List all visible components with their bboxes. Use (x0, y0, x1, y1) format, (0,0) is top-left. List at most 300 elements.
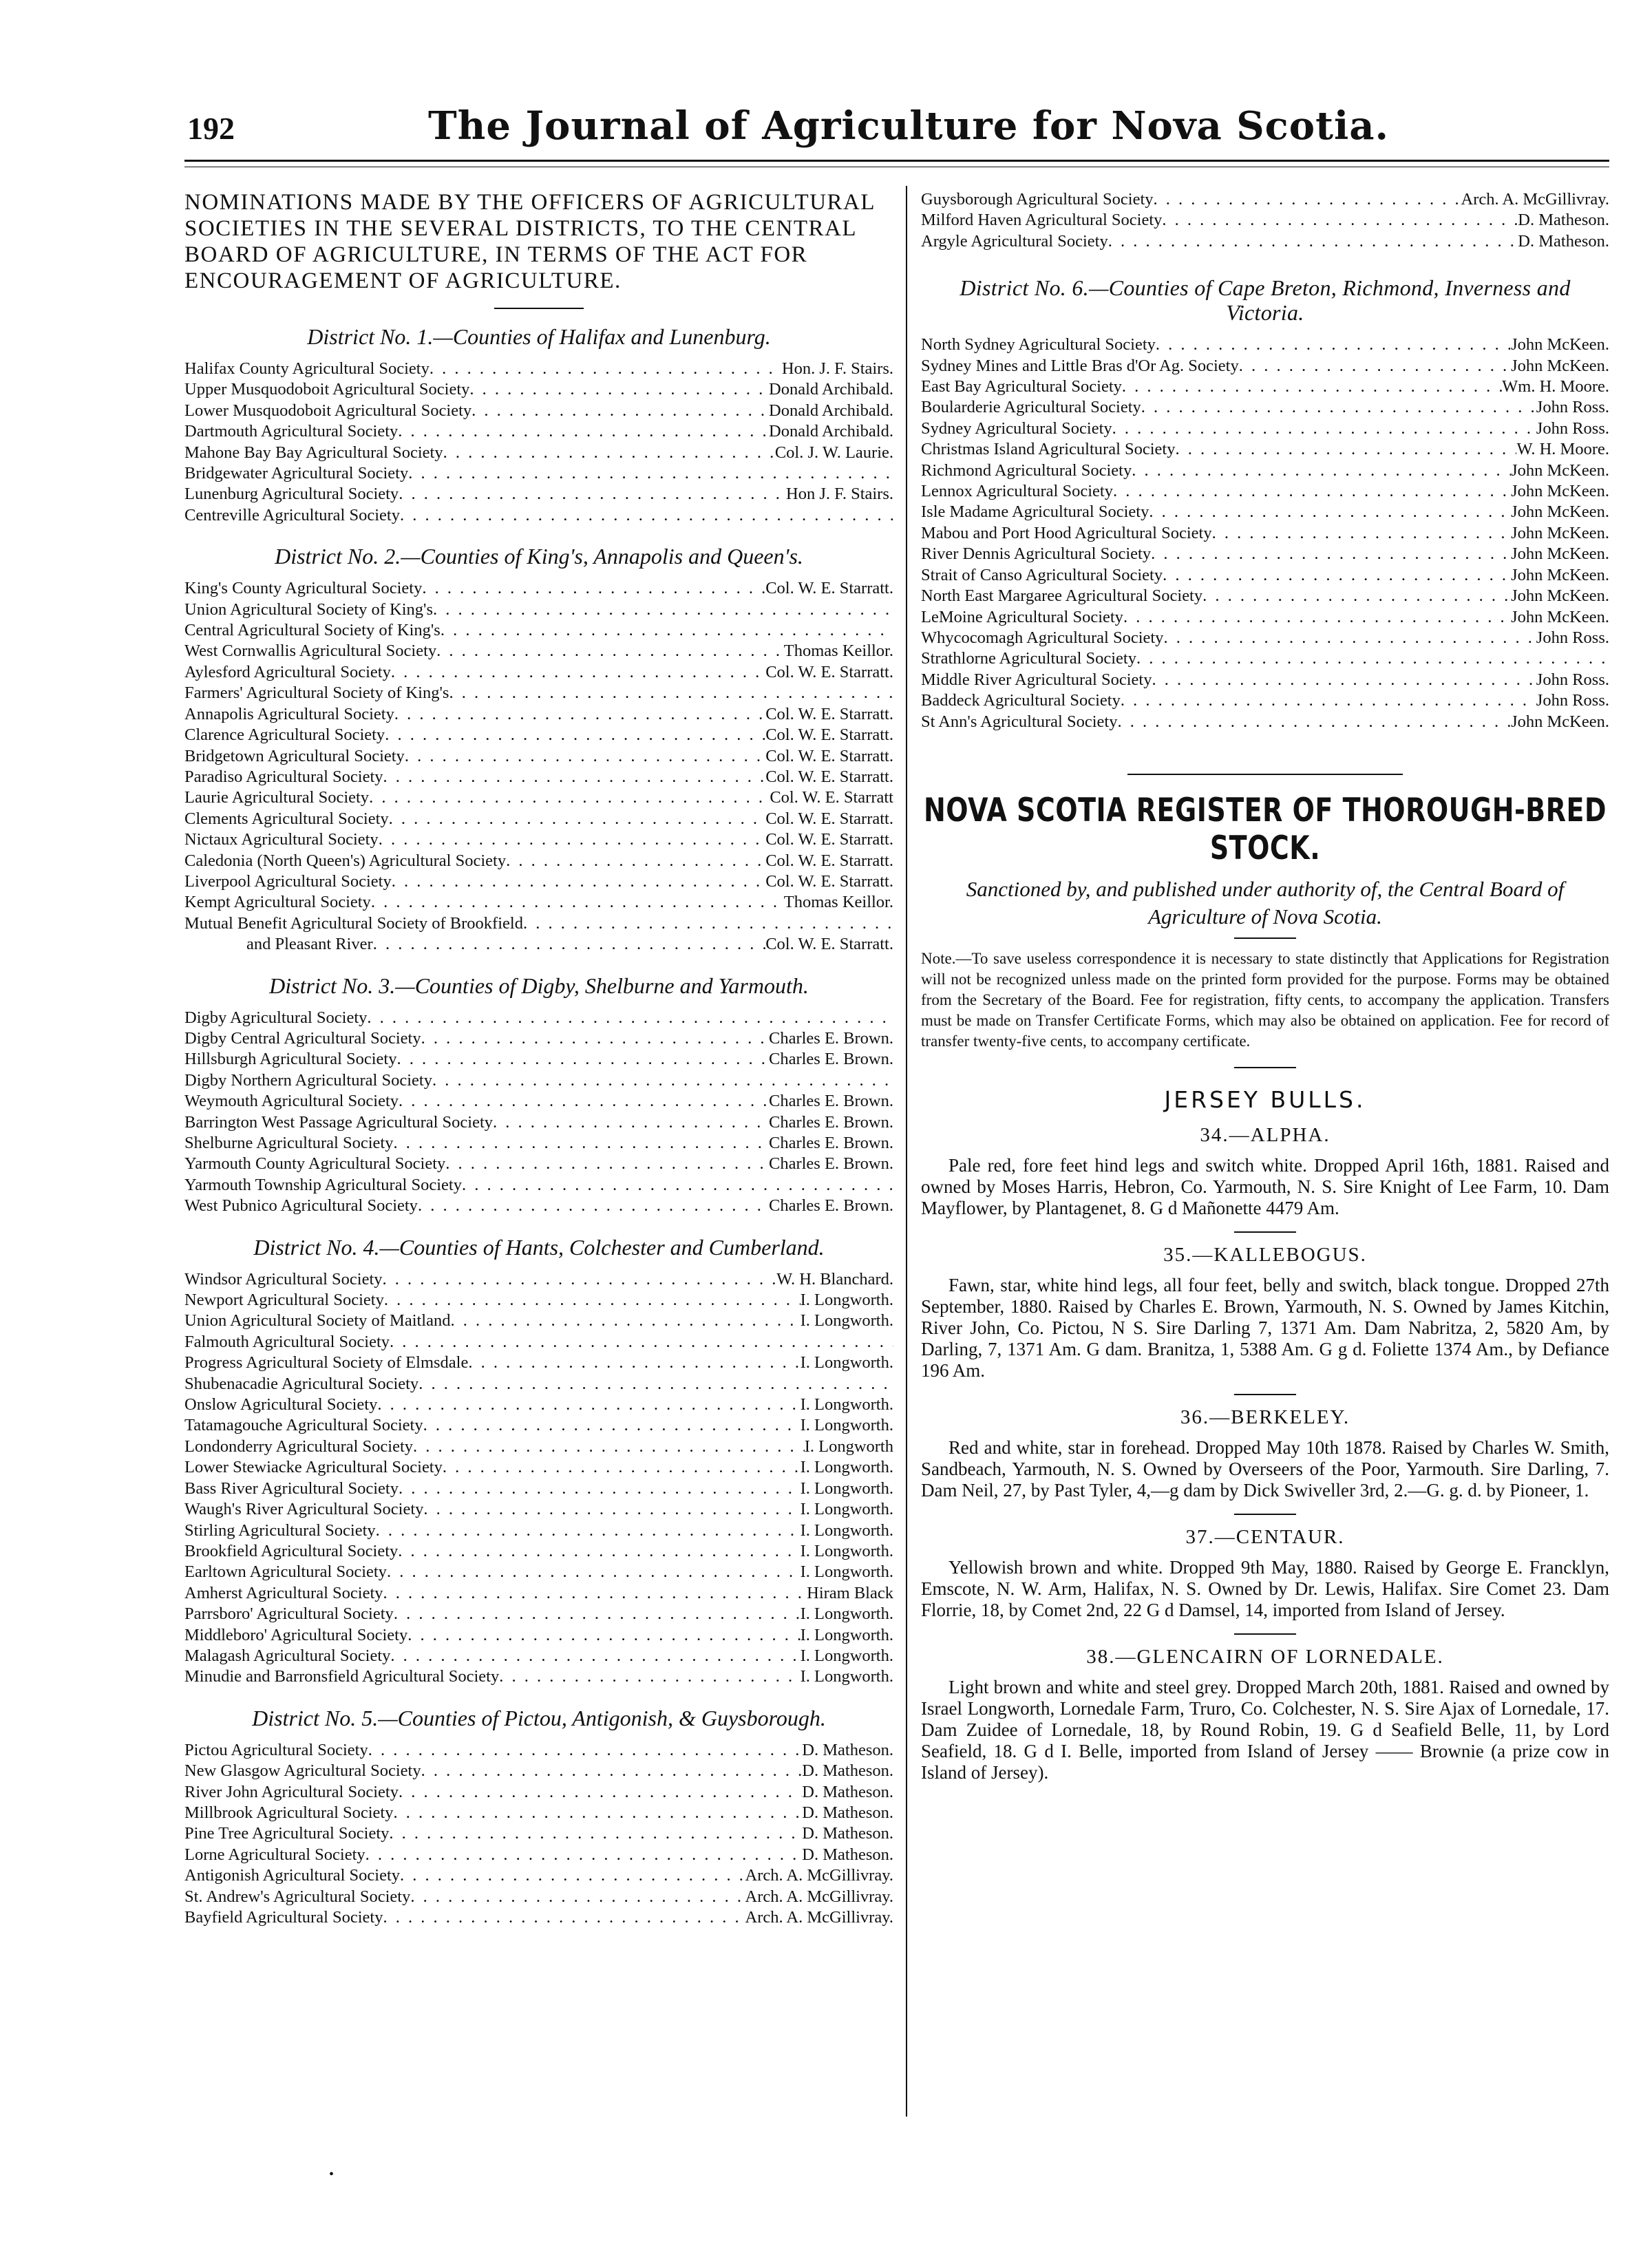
nominee-name: Charles E. Brown. (769, 1134, 893, 1152)
society-name: Bridgetown Agricultural Society (184, 746, 405, 765)
district-heading: District No. 5.—Counties of Pictou, Antigonish, & Guysborough. (252, 1705, 826, 1730)
nominee-name: D. Matheson. (802, 1782, 893, 1801)
society-entry (184, 829, 893, 850)
society-entry (184, 1353, 893, 1373)
society-name: Shubenacadie Agricultural Society (184, 1374, 419, 1393)
nominee-name: Col. W. E. Starratt. (765, 830, 893, 849)
nominee-name: D. Matheson. (802, 1803, 893, 1822)
nominee-name: Arch. A. McGillivray. (1461, 190, 1609, 209)
leader-dots (1212, 523, 1512, 544)
left-column (184, 189, 893, 1928)
leader-dots (407, 1625, 800, 1646)
society-name: Richmond Agricultural Society (921, 460, 1132, 480)
society-entry (184, 484, 893, 505)
society-name: Waugh's River Agricultural Society (184, 1500, 424, 1519)
leader-dots (1141, 397, 1536, 418)
nominee-name: D. Matheson. (1518, 231, 1609, 251)
society-entry (184, 379, 893, 400)
register-note: Note.—To save useless correspondence it is necessary to state distinctly that Applications for Registration will not be recognized unless made on the printed form provided for the purpose. Forms may be obtained from the Secretary of the Board. Fee for registration, fifty cents, to accompany the application. Transfers must be made on Transfer Certificate Forms, which may also be obtained on application. Fee for record of transfer twenty-five cents, to accompany certificate. (921, 949, 1609, 1050)
nominations-heading: NOMINATIONS MADE BY THE OFFICERS OF AGRICULTURAL SOCIETIES IN THE SEVERAL DISTRICTS, TO THE CENTRAL BOARD OF AGRICULTURE, IN TERMS OF THE ACT FOR ENCOURAGEMENT OF AGRICULTURE. (184, 190, 875, 293)
right-column (921, 189, 1609, 1783)
leader-dots (413, 1437, 805, 1457)
society-name: North Sydney Agricultural Society (921, 335, 1156, 354)
nominee-name: I. Longworth. (800, 1604, 893, 1624)
leader-dots (1163, 628, 1536, 648)
society-name: Digby Central Agricultural Society (184, 1028, 421, 1048)
society-entry (184, 1562, 893, 1582)
leader-dots (397, 1049, 770, 1070)
nominee-name: John McKeen. (1511, 586, 1609, 606)
society-entry (184, 1782, 893, 1803)
society-name: Yarmouth County Agricultural Society (184, 1154, 446, 1174)
society-name: Millbrook Agricultural Society (184, 1803, 394, 1822)
society-entry (921, 690, 1609, 711)
society-name: Weymouth Agricultural Society (184, 1092, 399, 1111)
district-heading: District No. 3.—Counties of Digby, Shelburne and Yarmouth. (269, 973, 809, 998)
society-entry (921, 712, 1609, 732)
society-name: and Pleasant River (246, 935, 373, 954)
society-name: Strait of Canso Agricultural Society (921, 565, 1163, 584)
society-entry (921, 607, 1609, 628)
society-entry (184, 1133, 893, 1154)
society-entry (921, 460, 1609, 481)
district-5-continued (921, 189, 1609, 252)
nominee-name: I. Longworth (804, 1437, 893, 1456)
nominee-name: Hiram Black (807, 1583, 893, 1602)
animal-name: 34.—ALPHA. (1200, 1123, 1331, 1146)
nominee-name: Hon. J. F. Stairs. (781, 359, 893, 378)
leader-dots (430, 359, 782, 379)
society-entry (184, 787, 893, 808)
society-name: Hillsburgh Agricultural Society (184, 1050, 397, 1069)
leader-dots (400, 1865, 745, 1886)
leader-dots (443, 1457, 801, 1478)
society-name: Aylesford Agricultural Society (184, 662, 391, 681)
society-name: Bass River Agricultural Society (184, 1479, 399, 1498)
animal-name: 37.—CENTAUR. (1185, 1525, 1345, 1548)
leader-dots (400, 505, 893, 526)
society-name: Guysborough Agricultural Society (921, 190, 1154, 209)
divider (1234, 1633, 1296, 1635)
society-name: Annapolis Agricultural Society (184, 704, 394, 723)
header-rule (184, 160, 1609, 162)
nominee-name: Thomas Keillor. (783, 893, 893, 912)
leader-dots (394, 1803, 803, 1823)
society-entry (184, 1154, 893, 1174)
district-heading: District No. 2.—Counties of King's, Annapolis and Queen's. (275, 544, 803, 569)
leader-dots (418, 1374, 893, 1395)
society-entry (921, 210, 1609, 231)
society-name: Antigonish Agricultural Society (184, 1866, 401, 1885)
leader-dots (523, 913, 893, 934)
leader-dots (1112, 418, 1536, 439)
society-entry (184, 505, 893, 526)
nominee-name: D. Matheson. (1518, 211, 1609, 230)
society-name: Londonderry Agricultural Society (184, 1437, 414, 1456)
leader-dots (422, 578, 765, 599)
nominee-name: John McKeen. (1511, 607, 1609, 626)
society-name: Digby Agricultural Society (184, 1008, 368, 1027)
divider (1234, 1394, 1296, 1395)
society-entry (921, 418, 1609, 439)
leader-dots (383, 1269, 777, 1290)
nominee-name: John McKeen. (1511, 544, 1609, 564)
nominee-name: I. Longworth. (800, 1646, 893, 1665)
nominee-name: John Ross. (1536, 418, 1609, 438)
society-name: Strathlorne Agricultural Society (921, 649, 1136, 668)
leader-dots (394, 1604, 801, 1624)
animal-description: Pale red, fore feet hind legs and switch white. Dropped April 16th, 1881. Raised and owned by Moses Harris, Hebron, Co. Yarmouth, N. S. Sire Knight of Lee Farm, 10. Dam Mayflower, by Plantagenet, 8. G d Mañonette 4479 Am. (921, 1154, 1609, 1218)
nominee-name: Col. W. E. Starratt. (765, 746, 893, 765)
leader-dots (449, 683, 893, 703)
society-entry (184, 1907, 893, 1928)
leader-dots (1162, 210, 1518, 231)
society-entry (184, 871, 893, 892)
society-name: River John Agricultural Society (184, 1782, 399, 1801)
divider (1234, 1067, 1296, 1068)
leader-dots (445, 1154, 769, 1174)
society-name: Sydney Mines and Little Bras d'Or Ag. Society (921, 356, 1239, 375)
society-name: Lennox Agricultural Society (921, 482, 1113, 501)
society-name: Newport Agricultural Society (184, 1291, 384, 1310)
nominee-name: Hon J. F. Stairs. (786, 485, 893, 504)
society-entry (184, 1646, 893, 1666)
leader-dots (383, 767, 766, 787)
page-number: 192 (187, 111, 235, 146)
society-entry (184, 1175, 893, 1196)
leader-dots (1154, 189, 1461, 210)
society-entry (184, 443, 893, 463)
society-name: Union Agricultural Society of King's (184, 600, 433, 619)
divider (1234, 937, 1296, 939)
nominee-name: John Ross. (1536, 628, 1609, 647)
leader-dots (384, 1290, 801, 1311)
society-name: Bridgewater Agricultural Society (184, 464, 409, 483)
society-name: East Bay Agricultural Society (921, 377, 1122, 396)
society-name: Parrsboro' Agricultural Society (184, 1604, 394, 1624)
society-name: Lower Musquodoboit Agricultural Society (184, 401, 472, 420)
society-entry (184, 1499, 893, 1520)
leader-dots (1117, 712, 1511, 732)
leader-dots (379, 829, 766, 850)
leader-dots (468, 1353, 800, 1373)
nominee-name: I. Longworth. (800, 1520, 893, 1540)
nominee-name: W. H. Blanchard. (776, 1269, 893, 1289)
nominee-name: Donald Archibald. (769, 401, 893, 420)
leader-dots (1123, 607, 1511, 628)
leader-dots (392, 871, 765, 892)
divider (1127, 774, 1403, 775)
nominee-name: Arch. A. McGillivray. (745, 1887, 893, 1906)
society-name: Central Agricultural Society of King's (184, 621, 441, 640)
leader-dots (389, 1823, 802, 1844)
society-entry (184, 662, 893, 683)
society-entry (184, 1290, 893, 1311)
leader-dots (389, 809, 766, 829)
leader-dots (391, 662, 765, 683)
nominee-name: Charles E. Brown. (769, 1028, 893, 1048)
page-header (0, 0, 1632, 158)
nominee-name: I. Longworth. (800, 1311, 893, 1331)
society-entry (921, 648, 1609, 669)
district-heading: District No. 1.—Counties of Halifax and Lunenburg. (307, 324, 771, 349)
leader-dots (371, 892, 784, 913)
leader-dots (377, 1395, 800, 1415)
district-6-heading: District No. 6.—Counties of Cape Breton, Richmond, Inverness and Victoria. (960, 275, 1571, 326)
nominee-name: I. Longworth. (800, 1479, 893, 1498)
nominee-name: Col. W. E. Starratt. (765, 809, 893, 828)
society-name: Digby Northern Agricultural Society (184, 1070, 432, 1090)
society-entry (184, 934, 893, 955)
society-entry (921, 335, 1609, 355)
society-entry (184, 1415, 893, 1436)
nominee-name: I. Longworth. (800, 1500, 893, 1519)
society-entry (921, 502, 1609, 522)
nominee-name: John McKeen. (1511, 565, 1609, 584)
society-entry (184, 1070, 893, 1091)
society-entry (184, 1332, 893, 1353)
society-entry (184, 1823, 893, 1844)
society-entry (184, 620, 893, 641)
divider (1234, 1231, 1296, 1233)
journal-title: The Journal of Agriculture for Nova Scotia. (427, 103, 1390, 149)
leader-dots (471, 401, 769, 421)
society-name: Pictou Agricultural Society (184, 1740, 368, 1759)
nominee-name: Donald Archibald. (769, 380, 893, 399)
society-name: West Cornwallis Agricultural Society (184, 642, 437, 661)
society-entry (921, 481, 1609, 502)
nominee-name: John McKeen. (1511, 523, 1609, 542)
nominee-name: D. Matheson. (802, 1845, 893, 1864)
society-name: Mutual Benefit Agricultural Society of Brookfield (184, 913, 523, 933)
society-entry (184, 1761, 893, 1781)
society-name: Caledonia (North Queen's) Agricultural Society (184, 851, 507, 870)
society-entry (184, 1395, 893, 1415)
register-subtitle: Sanctioned by, and published under authority of, the Central Board of Agriculture of Nova Scotia. (966, 876, 1565, 929)
leader-dots (1202, 586, 1511, 606)
society-name: Falmouth Agricultural Society (184, 1332, 390, 1351)
divider (1234, 1514, 1296, 1515)
society-entry (184, 892, 893, 913)
society-name: Baddeck Agricultural Society (921, 691, 1121, 710)
leader-dots (369, 787, 770, 808)
society-name: New Glasgow Agricultural Society (184, 1761, 421, 1781)
district-heading: District No. 4.—Counties of Hants, Colchester and Cumberland. (253, 1234, 825, 1260)
leader-dots (1152, 670, 1536, 690)
nominee-name: I. Longworth. (800, 1541, 893, 1560)
nominee-name: Charles E. Brown. (769, 1112, 893, 1132)
leader-dots (493, 1112, 769, 1133)
society-entry (184, 1865, 893, 1886)
animal-description: Yellowish brown and white. Dropped 9th May, 1880. Raised by George E. Francklyn, Emscote, N. W. Arm, Halifax, N. S. Owned by Dr. Lewis, Halifax. Sire Comet 23. Dam Florrie, 18, by Comet 2nd, 22 G d Damsel, 14, imported from Island of Jersey. (921, 1556, 1609, 1620)
society-name: LeMoine Agricultural Society (921, 607, 1123, 626)
nominee-name: Arch. A. McGillivray. (745, 1866, 893, 1885)
nominee-name: Col. W. E. Starratt. (765, 725, 893, 745)
nominee-name: Charles E. Brown. (769, 1050, 893, 1069)
society-entry (921, 397, 1609, 418)
nominee-name: I. Longworth. (800, 1667, 893, 1686)
nominee-name: Col. W. E. Starratt. (765, 579, 893, 598)
society-name: St. Andrew's Agricultural Society (184, 1887, 411, 1906)
nominee-name: I. Longworth. (800, 1458, 893, 1477)
leader-dots (443, 443, 775, 463)
society-name: Amherst Agricultural Society (184, 1583, 383, 1602)
society-name: Liverpool Agricultural Society (184, 871, 392, 891)
leader-dots (1151, 544, 1511, 564)
society-name: Clarence Agricultural Society (184, 725, 385, 745)
nominee-name: John Ross. (1536, 691, 1609, 710)
leader-dots (399, 1782, 802, 1803)
society-entry (184, 1887, 893, 1907)
society-entry (184, 1269, 893, 1290)
society-name: North East Margaree Agricultural Society (921, 586, 1203, 606)
society-name: River Dennis Agricultural Society (921, 544, 1152, 564)
society-name: Mahone Bay Bay Agricultural Society (184, 443, 443, 462)
leader-dots (1176, 439, 1517, 460)
society-name: Middleboro' Agricultural Society (184, 1625, 408, 1644)
society-name: Upper Musquodoboit Agricultural Society (184, 380, 470, 399)
animal-description: Red and white, star in forehead. Dropped May 10th 1878. Raised by Charles W. Smith, Sandbeach, Yarmouth, N. S. Owned by Overseers of the Poor, Yarmouth. Sire Darling, 7. Dam Neil, 27, by Past Tyler, 4,—g dam by Dick Swiveller 3rd, 2.—G. g. d. by Pioneer, 1. (921, 1437, 1609, 1501)
society-name: Middle River Agricultural Society (921, 670, 1152, 689)
nominee-name: Col. W. E. Starratt. (765, 851, 893, 870)
society-name: Minudie and Barronsfield Agricultural Society (184, 1667, 500, 1686)
nominee-name: Wm. H. Moore. (1502, 377, 1609, 396)
society-name: Brookfield Agricultural Society (184, 1541, 399, 1560)
leader-dots (399, 484, 786, 505)
nominee-name: Charles E. Brown. (769, 1092, 893, 1111)
section-heading: JERSEY BULLS. (1164, 1085, 1366, 1113)
leader-dots (1108, 231, 1518, 252)
nominee-name: John McKeen. (1511, 335, 1609, 354)
society-entry (184, 1112, 893, 1133)
nominee-name: Col. W. E. Starratt. (765, 662, 893, 681)
leader-dots (408, 463, 893, 484)
animal-entries (921, 1124, 1609, 1783)
society-entry (921, 377, 1609, 397)
leader-dots (1149, 502, 1511, 522)
society-entry (184, 1091, 893, 1112)
leader-dots (1122, 377, 1502, 397)
nominee-name: Charles E. Brown. (769, 1196, 893, 1216)
society-name: Lower Stewiacke Agricultural Society (184, 1458, 443, 1477)
society-entry (184, 1740, 893, 1761)
society-name: Paradiso Agricultural Society (184, 767, 383, 786)
society-name: Pine Tree Agricultural Society (184, 1824, 390, 1843)
society-name: Lunenburg Agricultural Society (184, 485, 399, 504)
animal-name: 38.—GLENCAIRN OF LORNEDALE. (1086, 1645, 1444, 1668)
society-entry (921, 356, 1609, 377)
society-entry (184, 704, 893, 725)
society-entry (921, 439, 1609, 460)
nominee-name: Col. J. W. Laurie. (774, 443, 893, 462)
leader-dots (451, 1311, 801, 1331)
society-entry (184, 1311, 893, 1331)
society-entry (184, 1457, 893, 1478)
register-title: NOVA SCOTIA REGISTER OF THOROUGH-BRED STOCK. (923, 790, 1607, 867)
society-entry (921, 586, 1609, 606)
leader-dots (410, 1887, 745, 1907)
leader-dots (390, 1332, 893, 1353)
society-entry (184, 463, 893, 484)
society-name: Tatamagouche Agricultural Society (184, 1416, 423, 1435)
society-entry (184, 600, 893, 620)
leader-dots (373, 934, 766, 955)
society-entry (184, 851, 893, 871)
nominee-name: D. Matheson. (802, 1824, 893, 1843)
society-name: King's County Agricultural Society (184, 579, 423, 598)
society-entry (184, 767, 893, 787)
nominee-name: Col. W. E. Starratt. (765, 704, 893, 723)
leader-dots (1121, 690, 1536, 711)
leader-dots (506, 851, 765, 871)
society-entry (184, 1666, 893, 1687)
society-name: Earltown Agricultural Society (184, 1562, 387, 1582)
society-entry (184, 1196, 893, 1216)
nominee-name: I. Longworth. (800, 1416, 893, 1435)
leader-dots (390, 1646, 800, 1666)
leader-dots (398, 1541, 800, 1562)
nominee-name: I. Longworth. (800, 1353, 893, 1373)
nominee-name: John McKeen. (1511, 712, 1609, 731)
nominee-name: D. Matheson. (802, 1761, 893, 1781)
nominee-name: I. Longworth. (800, 1562, 893, 1582)
society-entry (184, 1541, 893, 1562)
district-list (184, 324, 893, 1928)
animal-description: Light brown and white and steel grey. Dropped March 20th, 1881. Raised and owned by Israel Longworth, Lornedale Farm, Truro, Co. Colchester, N. S. Sire Ajax of Lornedale, 17. Dam Zuidee of Lornedale, 18, by Round Robin, 19. G d Seafield Belle, 11, by Lord Seafield, 18. G d I. Belle, imported from Island of Jersey —— Brownie (a prize cow in Island of Jersey). (921, 1676, 1609, 1783)
society-name: Nictaux Agricultural Society (184, 830, 379, 849)
nominee-name: John McKeen. (1511, 356, 1609, 375)
nominee-name: I. Longworth. (800, 1625, 893, 1644)
society-entry (921, 670, 1609, 690)
society-name: Union Agricultural Society of Maitland (184, 1311, 451, 1331)
society-name: Shelburne Agricultural Society (184, 1134, 394, 1152)
leader-dots (398, 421, 769, 442)
society-entry (921, 523, 1609, 544)
column-separator (906, 186, 907, 2117)
society-entry (184, 359, 893, 379)
leader-dots (383, 1583, 807, 1604)
society-entry (921, 544, 1609, 564)
society-entry (921, 628, 1609, 648)
society-entry (184, 913, 893, 934)
nominee-name: John Ross. (1536, 670, 1609, 689)
district-6-list (921, 335, 1609, 732)
leader-dots (423, 1499, 800, 1520)
society-entry (184, 1479, 893, 1499)
nominee-name: Thomas Keillor. (783, 642, 893, 661)
nominee-name: D. Matheson. (802, 1740, 893, 1759)
society-name: Clements Agricultural Society (184, 809, 389, 828)
nominee-name: John McKeen. (1511, 502, 1609, 522)
nominee-name: John Ross. (1536, 398, 1609, 417)
society-name: Halifax County Agricultural Society (184, 359, 430, 378)
divider (494, 308, 584, 309)
society-entry (184, 1520, 893, 1541)
society-name: Christmas Island Agricultural Society (921, 440, 1176, 459)
society-entry (921, 231, 1609, 252)
society-name: Progress Agricultural Society of Elmsdale (184, 1353, 469, 1373)
society-name: Barrington West Passage Agricultural Society (184, 1112, 494, 1132)
nominee-name: I. Longworth. (800, 1291, 893, 1310)
society-entry (184, 641, 893, 661)
leader-dots (1163, 565, 1511, 586)
leader-dots (432, 1070, 893, 1091)
society-name: Mabou and Port Hood Agricultural Society (921, 523, 1212, 542)
leader-dots (418, 1196, 769, 1216)
leader-dots (421, 1028, 769, 1049)
leader-dots (394, 704, 765, 725)
society-entry (184, 1008, 893, 1028)
